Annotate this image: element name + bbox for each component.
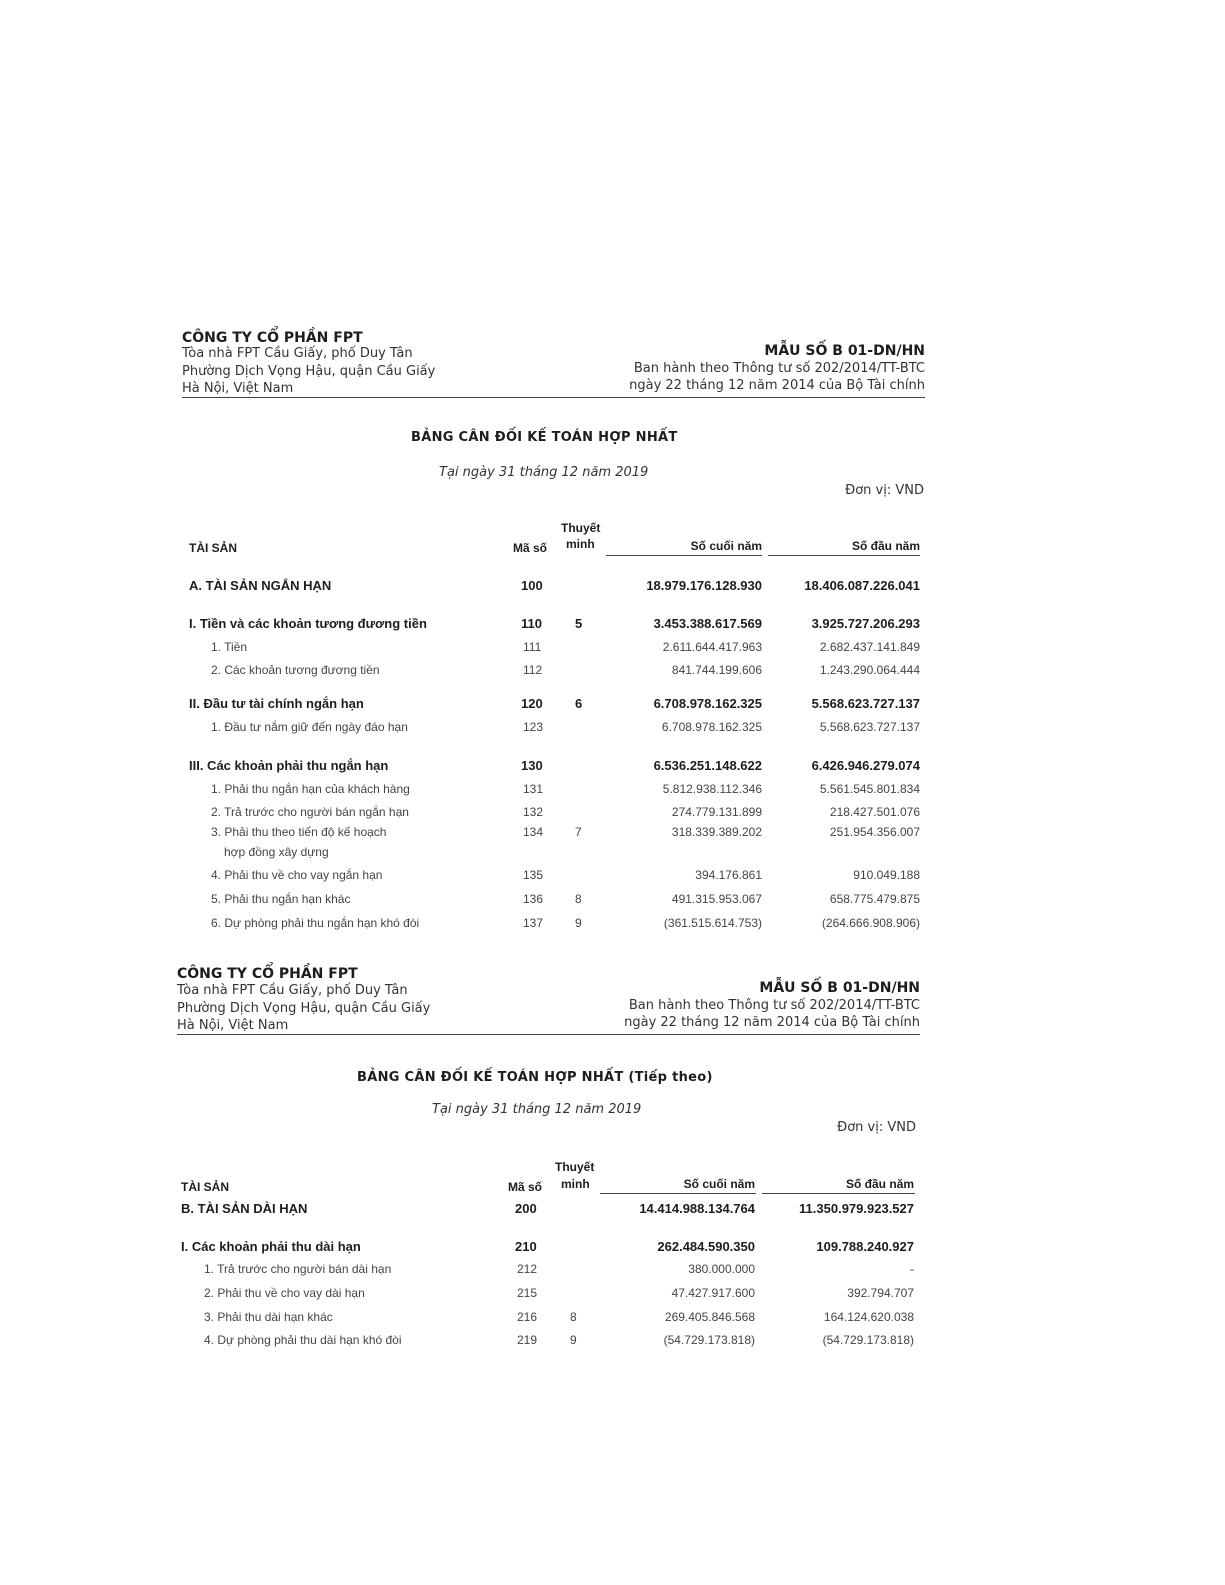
- row-code: 123: [523, 720, 544, 734]
- row-label: III. Các khoản phải thu ngắn hạn: [189, 758, 389, 773]
- row-end-value: 491.315.953.067: [671, 892, 762, 906]
- form-issued-line-2: ngày 22 tháng 12 năm 2014 của Bộ Tài chính: [629, 378, 925, 393]
- row-end-value: 47.427.917.600: [671, 1286, 755, 1300]
- row-note: 8: [575, 892, 582, 906]
- company-address-2: Phường Dịch Vọng Hậu, quận Cầu Giấy: [182, 364, 436, 379]
- report-date: Tại ngày 31 tháng 12 năm 2019: [439, 465, 649, 480]
- row-end-value: 274.779.131.899: [671, 805, 762, 819]
- report-date: Tại ngày 31 tháng 12 năm 2019: [432, 1102, 642, 1117]
- row-code: 136: [523, 892, 544, 906]
- row-note: 9: [575, 916, 582, 930]
- row-begin-value: 5.561.545.801.834: [819, 782, 920, 796]
- row-label: 3. Phải thu dài hạn khác: [204, 1310, 333, 1324]
- report-title: BẢNG CÂN ĐỐI KẾ TOÁN HỢP NHẤT (Tiếp theo): [357, 1070, 713, 1085]
- header-divider: [182, 397, 925, 398]
- col-end-header: Số cuối năm: [690, 539, 762, 553]
- company-address-3: Hà Nội, Việt Nam: [182, 381, 294, 396]
- company-address-3: Hà Nội, Việt Nam: [177, 1018, 289, 1033]
- row-end-value: 318.339.389.202: [671, 825, 762, 839]
- row-label: 2. Phải thu về cho vay dài hạn: [204, 1286, 365, 1300]
- row-label: 4. Dự phòng phải thu dài hạn khó đòi: [204, 1333, 402, 1347]
- col-end-rule: [600, 1193, 756, 1194]
- row-label: I. Các khoản phải thu dài hạn: [181, 1239, 361, 1254]
- row-end-value: 2.611.644.417.963: [662, 640, 762, 654]
- row-note: 7: [575, 825, 582, 839]
- col-begin-header: Số đầu năm: [851, 539, 920, 553]
- row-end-value: 6.708.978.162.325: [661, 720, 762, 734]
- row-label: 1. Phải thu ngắn hạn của khách hàng: [211, 782, 410, 796]
- row-note: 9: [570, 1333, 577, 1347]
- row-end-value: 841.744.199.606: [671, 663, 762, 677]
- row-code: 134: [523, 825, 544, 839]
- col-asset-header: TÀI SẢN: [189, 541, 237, 555]
- row-code: 210: [515, 1239, 537, 1254]
- row-begin-value: 6.426.946.279.074: [811, 758, 920, 773]
- row-label: B. TÀI SẢN DÀI HẠN: [181, 1201, 308, 1216]
- row-label: 5. Phải thu ngắn hạn khác: [211, 892, 351, 906]
- row-begin-value: 164.124.620.038: [823, 1310, 914, 1324]
- row-end-value: (54.729.173.818): [663, 1333, 755, 1347]
- row-label: A. TÀI SẢN NGẮN HẠN: [189, 578, 332, 593]
- row-code: 110: [521, 616, 542, 631]
- row-code: 200: [515, 1201, 537, 1216]
- row-end-value: 6.708.978.162.325: [653, 696, 762, 711]
- row-label: 3. Phải thu theo tiến độ kế hoạch: [211, 825, 387, 839]
- row-begin-value: 910.049.188: [853, 868, 920, 882]
- currency-unit: Đơn vị: VND: [845, 483, 924, 498]
- header-divider: [177, 1034, 920, 1035]
- row-begin-value: 392.794.707: [847, 1286, 914, 1300]
- row-label: I. Tiền và các khoản tương đương tiền: [189, 616, 427, 631]
- row-label: II. Đầu tư tài chính ngắn hạn: [189, 696, 364, 711]
- row-end-value: 3.453.388.617.569: [653, 616, 762, 631]
- row-note: 8: [570, 1310, 577, 1324]
- col-note-header-1: Thuyết: [555, 1160, 595, 1174]
- row-label: 1. Đầu tư nắm giữ đến ngày đáo hạn: [211, 720, 408, 734]
- col-note-header-2: minh: [561, 1177, 590, 1191]
- row-end-value: 6.536.251.148.622: [653, 758, 762, 773]
- form-number: MẪU SỐ B 01-DN/HN: [759, 980, 920, 996]
- company-name: CÔNG TY CỔ PHẦN FPT: [177, 966, 358, 982]
- row-code: 111: [523, 640, 542, 654]
- col-code-header: Mã số: [513, 541, 548, 555]
- row-label: 1. Trả trước cho người bán dài hạn: [204, 1262, 392, 1276]
- form-issued-line-2: ngày 22 tháng 12 năm 2014 của Bộ Tài chính: [624, 1015, 920, 1030]
- row-code: 137: [523, 916, 544, 930]
- row-begin-value: 3.925.727.206.293: [811, 616, 920, 631]
- row-code: 132: [523, 805, 544, 819]
- row-begin-value: 11.350.979.923.527: [799, 1201, 914, 1216]
- col-begin-rule: [762, 1193, 915, 1194]
- row-label: 4. Phải thu về cho vay ngắn hạn: [211, 868, 383, 882]
- row-end-value: 394.176.861: [695, 868, 762, 882]
- col-code-header: Mã số: [508, 1180, 543, 1194]
- company-address-1: Tòa nhà FPT Cầu Giấy, phố Duy Tân: [182, 346, 413, 361]
- row-label: 2. Trả trước cho người bán ngắn hạn: [211, 805, 409, 819]
- row-begin-value: (264.666.908.906): [821, 916, 920, 930]
- row-code: 219: [517, 1333, 538, 1347]
- row-label-continued: hợp đồng xây dựng: [224, 845, 329, 859]
- form-issued-line-1: Ban hành theo Thông tư số 202/2014/TT-BTC: [633, 361, 925, 376]
- report-title: BẢNG CÂN ĐỐI KẾ TOÁN HỢP NHẤT: [411, 430, 678, 445]
- col-note-header-1: Thuyết: [561, 521, 601, 535]
- row-label: 6. Dự phòng phải thu ngắn hạn khó đòi: [211, 916, 420, 930]
- row-begin-value: 109.788.240.927: [816, 1239, 914, 1254]
- row-begin-value: -: [910, 1262, 914, 1276]
- row-code: 212: [517, 1262, 538, 1276]
- col-end-rule: [606, 555, 762, 556]
- row-begin-value: 251.954.356.007: [829, 825, 920, 839]
- row-begin-value: 5.568.623.727.137: [811, 696, 920, 711]
- row-note: 5: [575, 616, 583, 631]
- row-end-value: 14.414.988.134.764: [639, 1201, 755, 1216]
- row-label: 1. Tiền: [211, 640, 248, 654]
- col-asset-header: TÀI SẢN: [181, 1180, 229, 1194]
- row-begin-value: 2.682.437.141.849: [819, 640, 920, 654]
- row-note: 6: [575, 696, 583, 711]
- row-begin-value: 218.427.501.076: [829, 805, 920, 819]
- row-end-value: 269.405.846.568: [664, 1310, 755, 1324]
- row-code: 130: [521, 758, 543, 773]
- row-code: 135: [523, 868, 544, 882]
- row-code: 216: [517, 1310, 538, 1324]
- row-code: 112: [523, 663, 543, 677]
- row-code: 131: [523, 782, 544, 796]
- company-address-1: Tòa nhà FPT Cầu Giấy, phố Duy Tân: [177, 983, 408, 998]
- form-issued-line-1: Ban hành theo Thông tư số 202/2014/TT-BTC: [628, 998, 920, 1013]
- row-code: 120: [521, 696, 543, 711]
- row-begin-value: 658.775.479.875: [829, 892, 920, 906]
- company-name: CÔNG TY CỔ PHẦN FPT: [182, 330, 363, 346]
- row-code: 100: [521, 578, 543, 593]
- col-end-header: Số cuối năm: [683, 1177, 755, 1191]
- row-end-value: 262.484.590.350: [657, 1239, 755, 1254]
- row-end-value: (361.515.614.753): [663, 916, 762, 930]
- col-begin-header: Số đầu năm: [845, 1177, 914, 1191]
- row-begin-value: 1.243.290.064.444: [819, 663, 920, 677]
- row-end-value: 5.812.938.112.346: [662, 782, 762, 796]
- row-end-value: 18.979.176.128.930: [646, 578, 762, 593]
- col-note-header-2: minh: [566, 537, 595, 551]
- row-code: 215: [517, 1286, 538, 1300]
- row-begin-value: (54.729.173.818): [822, 1333, 914, 1347]
- company-address-2: Phường Dịch Vọng Hậu, quận Cầu Giấy: [177, 1001, 431, 1016]
- currency-unit: Đơn vị: VND: [837, 1120, 916, 1135]
- row-begin-value: 18.406.087.226.041: [804, 578, 920, 593]
- form-number: MẪU SỐ B 01-DN/HN: [764, 343, 925, 359]
- row-label: 2. Các khoản tương đương tiền: [211, 663, 380, 677]
- col-begin-rule: [768, 555, 920, 556]
- row-begin-value: 5.568.623.727.137: [819, 720, 920, 734]
- row-end-value: 380.000.000: [688, 1262, 755, 1276]
